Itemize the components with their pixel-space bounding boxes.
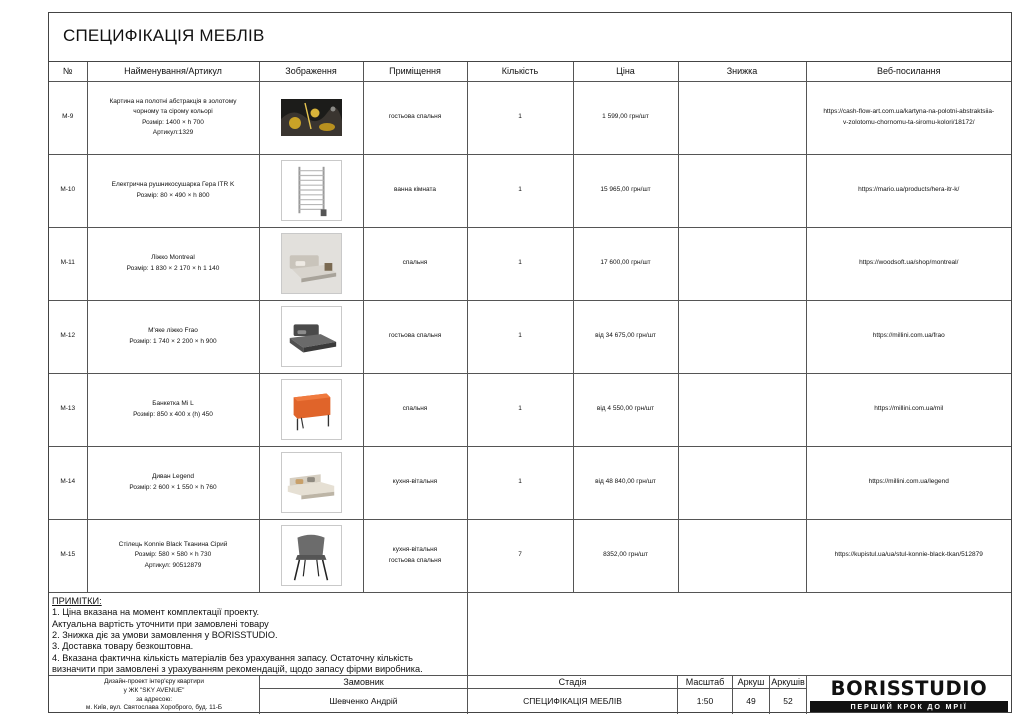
project-description: Дизайн-проект інтер'єру квартири у ЖК "SKY AVENUE" за адресою: м. Київ, вул. Святослава Хороброго, буд. 11-Б [49, 676, 260, 714]
specification-table [49, 62, 1011, 593]
stage-label: Стадія [468, 676, 677, 689]
sheet-value: 49 [746, 696, 756, 706]
note-line: 3. Доставка товару безкоштовна. [52, 641, 194, 652]
item-room: гостьова спальня [363, 300, 467, 373]
sheets-total-label: Аркушів [771, 677, 805, 687]
item-name: Стілець Konnie Black Тканина Сірий Розмір: 580 × 580 × h 730 Артикул: 90512879 [87, 519, 259, 592]
column-header: Зображення [259, 62, 363, 81]
customer-value: Шевченко Андрій [329, 696, 398, 706]
item-number: M-10 [49, 154, 87, 227]
item-price: від 48 840,00 грн/шт [573, 446, 678, 519]
title-bar [49, 13, 1011, 62]
specification-sheet [48, 12, 1012, 713]
item-quantity: 1 [467, 300, 573, 373]
notes-block [49, 593, 468, 675]
company-logo [807, 678, 1011, 713]
scale-label: Масштаб [678, 676, 732, 689]
table-row [49, 373, 1011, 446]
sheets-total-value: 52 [783, 696, 793, 706]
title-block [49, 675, 1011, 713]
item-discount [678, 519, 806, 592]
scale-value: 1:50 [696, 696, 714, 706]
notes-header: ПРИМІТКИ: [52, 596, 102, 606]
item-image-cell [259, 227, 363, 300]
item-number: M-14 [49, 446, 87, 519]
abstract-painting-thumbnail [281, 99, 342, 136]
note-line: 1. Ціна вказана на момент комплектації проекту. [52, 607, 260, 618]
item-discount [678, 81, 806, 154]
chair-thumbnail [281, 525, 342, 586]
sofa-thumbnail [281, 452, 342, 513]
column-header: Кількість [467, 62, 573, 81]
table-row [49, 300, 1011, 373]
logo-tagline: ПЕРШИЙ КРОК ДО МРІЇ [810, 701, 1008, 712]
item-price: 8352,00 грн/шт [573, 519, 678, 592]
item-web-link[interactable]: https://cash-flow-art.com.ua/kartyna-na-polotni-abstraktsiia- v-zolotomu-chornomu-ta-siromu-kolori/18172/ [806, 81, 1011, 154]
item-number: M-13 [49, 373, 87, 446]
table-row [49, 446, 1011, 519]
column-header: № [49, 62, 87, 81]
logo-brand: BORISSTUDIO [830, 677, 988, 700]
scale-cell [678, 676, 733, 714]
item-price: 17 600,00 грн/шт [573, 227, 678, 300]
table-row [49, 81, 1011, 154]
table-row [49, 154, 1011, 227]
item-discount [678, 227, 806, 300]
note-line: Актуальна вартість уточнити при замовлені товару [52, 618, 269, 629]
item-room: ванна кімната [363, 154, 467, 227]
item-number: M-15 [49, 519, 87, 592]
column-header: Веб-посилання [806, 62, 1011, 81]
towel-dryer-thumbnail [281, 160, 342, 221]
item-web-link[interactable]: https://millini.com.ua/frao [806, 300, 1011, 373]
item-image-cell [259, 519, 363, 592]
item-image-cell [259, 81, 363, 154]
bed-montreal-thumbnail [281, 233, 342, 294]
item-price: 15 965,00 грн/шт [573, 154, 678, 227]
item-image-cell [259, 373, 363, 446]
stage-cell [468, 676, 678, 714]
item-web-link[interactable]: https://kupistul.ua/ua/stul-konnie-black-tkan/512879 [806, 519, 1011, 592]
item-name: Ліжко Montreal Розмір: 1 830 × 2 170 × h 1 140 [87, 227, 259, 300]
table-row [49, 227, 1011, 300]
item-discount [678, 373, 806, 446]
item-quantity: 7 [467, 519, 573, 592]
item-room: спальня [363, 227, 467, 300]
item-room: гостьова спальня [363, 81, 467, 154]
item-discount [678, 446, 806, 519]
item-image-cell [259, 300, 363, 373]
page-title: СПЕЦИФІКАЦІЯ МЕБЛІВ [63, 26, 265, 45]
item-room: кухня-вітальня [363, 446, 467, 519]
item-name: Банкетка Mi L Розмір: 850 x 400 x (h) 450 [87, 373, 259, 446]
item-price: від 34 675,00 грн/шт [573, 300, 678, 373]
table-row [49, 519, 1011, 592]
sheet-label: Аркуш [733, 676, 769, 689]
item-number: M-11 [49, 227, 87, 300]
item-quantity: 1 [467, 154, 573, 227]
item-image-cell [259, 446, 363, 519]
item-room: кухня-вітальня гостьова спальня [363, 519, 467, 592]
item-name: М'яке ліжко Frao Розмір: 1 740 × 2 200 × h 900 [87, 300, 259, 373]
bench-thumbnail [281, 379, 342, 440]
customer-label: Замовник [260, 676, 467, 689]
note-line: 4. Вказана фактична кількість матеріалів без урахування запасу. Остаточну кількість [52, 652, 413, 663]
sheets-total-cell [770, 676, 807, 714]
item-discount [678, 154, 806, 227]
sheet-cell [733, 676, 770, 714]
table-header-row [49, 62, 1011, 81]
item-image-cell [259, 154, 363, 227]
item-name: Картина на полотні абстракція в золотому чорному та сірому кольорі Розмір: 1400 × h 700 Артикул:1329 [87, 81, 259, 154]
item-name: Електрична рушникосушарка Гера ITR K Розмір: 80 × 490 × h 800 [87, 154, 259, 227]
item-quantity: 1 [467, 227, 573, 300]
column-header: Найменування/Артикул [87, 62, 259, 81]
item-price: 1 599,00 грн/шт [573, 81, 678, 154]
item-web-link[interactable]: https://millini.com.ua/legend [806, 446, 1011, 519]
item-discount [678, 300, 806, 373]
column-header: Приміщення [363, 62, 467, 81]
item-web-link[interactable]: https://millini.com.ua/mil [806, 373, 1011, 446]
item-quantity: 1 [467, 373, 573, 446]
item-room: спальня [363, 373, 467, 446]
note-line: визначити при замовлені з урахуванням рекомендацій, щодо запасу фірми виробника. [52, 663, 423, 674]
customer-cell [260, 676, 468, 714]
bed-frao-thumbnail [281, 306, 342, 367]
item-name: Диван Legend Розмір: 2 600 × 1 550 × h 760 [87, 446, 259, 519]
item-quantity: 1 [467, 81, 573, 154]
item-web-link[interactable]: https://woodsoft.ua/shop/montreal/ [806, 227, 1011, 300]
column-header: Ціна [573, 62, 678, 81]
stage-value: СПЕЦИФІКАЦІЯ МЕБЛІВ [523, 696, 622, 706]
item-price: від 4 550,00 грн/шт [573, 373, 678, 446]
item-web-link[interactable]: https://mario.ua/products/hera-itr-k/ [806, 154, 1011, 227]
item-quantity: 1 [467, 446, 573, 519]
item-number: M-9 [49, 81, 87, 154]
column-header: Знижка [678, 62, 806, 81]
item-number: M-12 [49, 300, 87, 373]
note-line: 2. Знижка діє за умови замовлення у BORISSTUDIO. [52, 629, 278, 640]
